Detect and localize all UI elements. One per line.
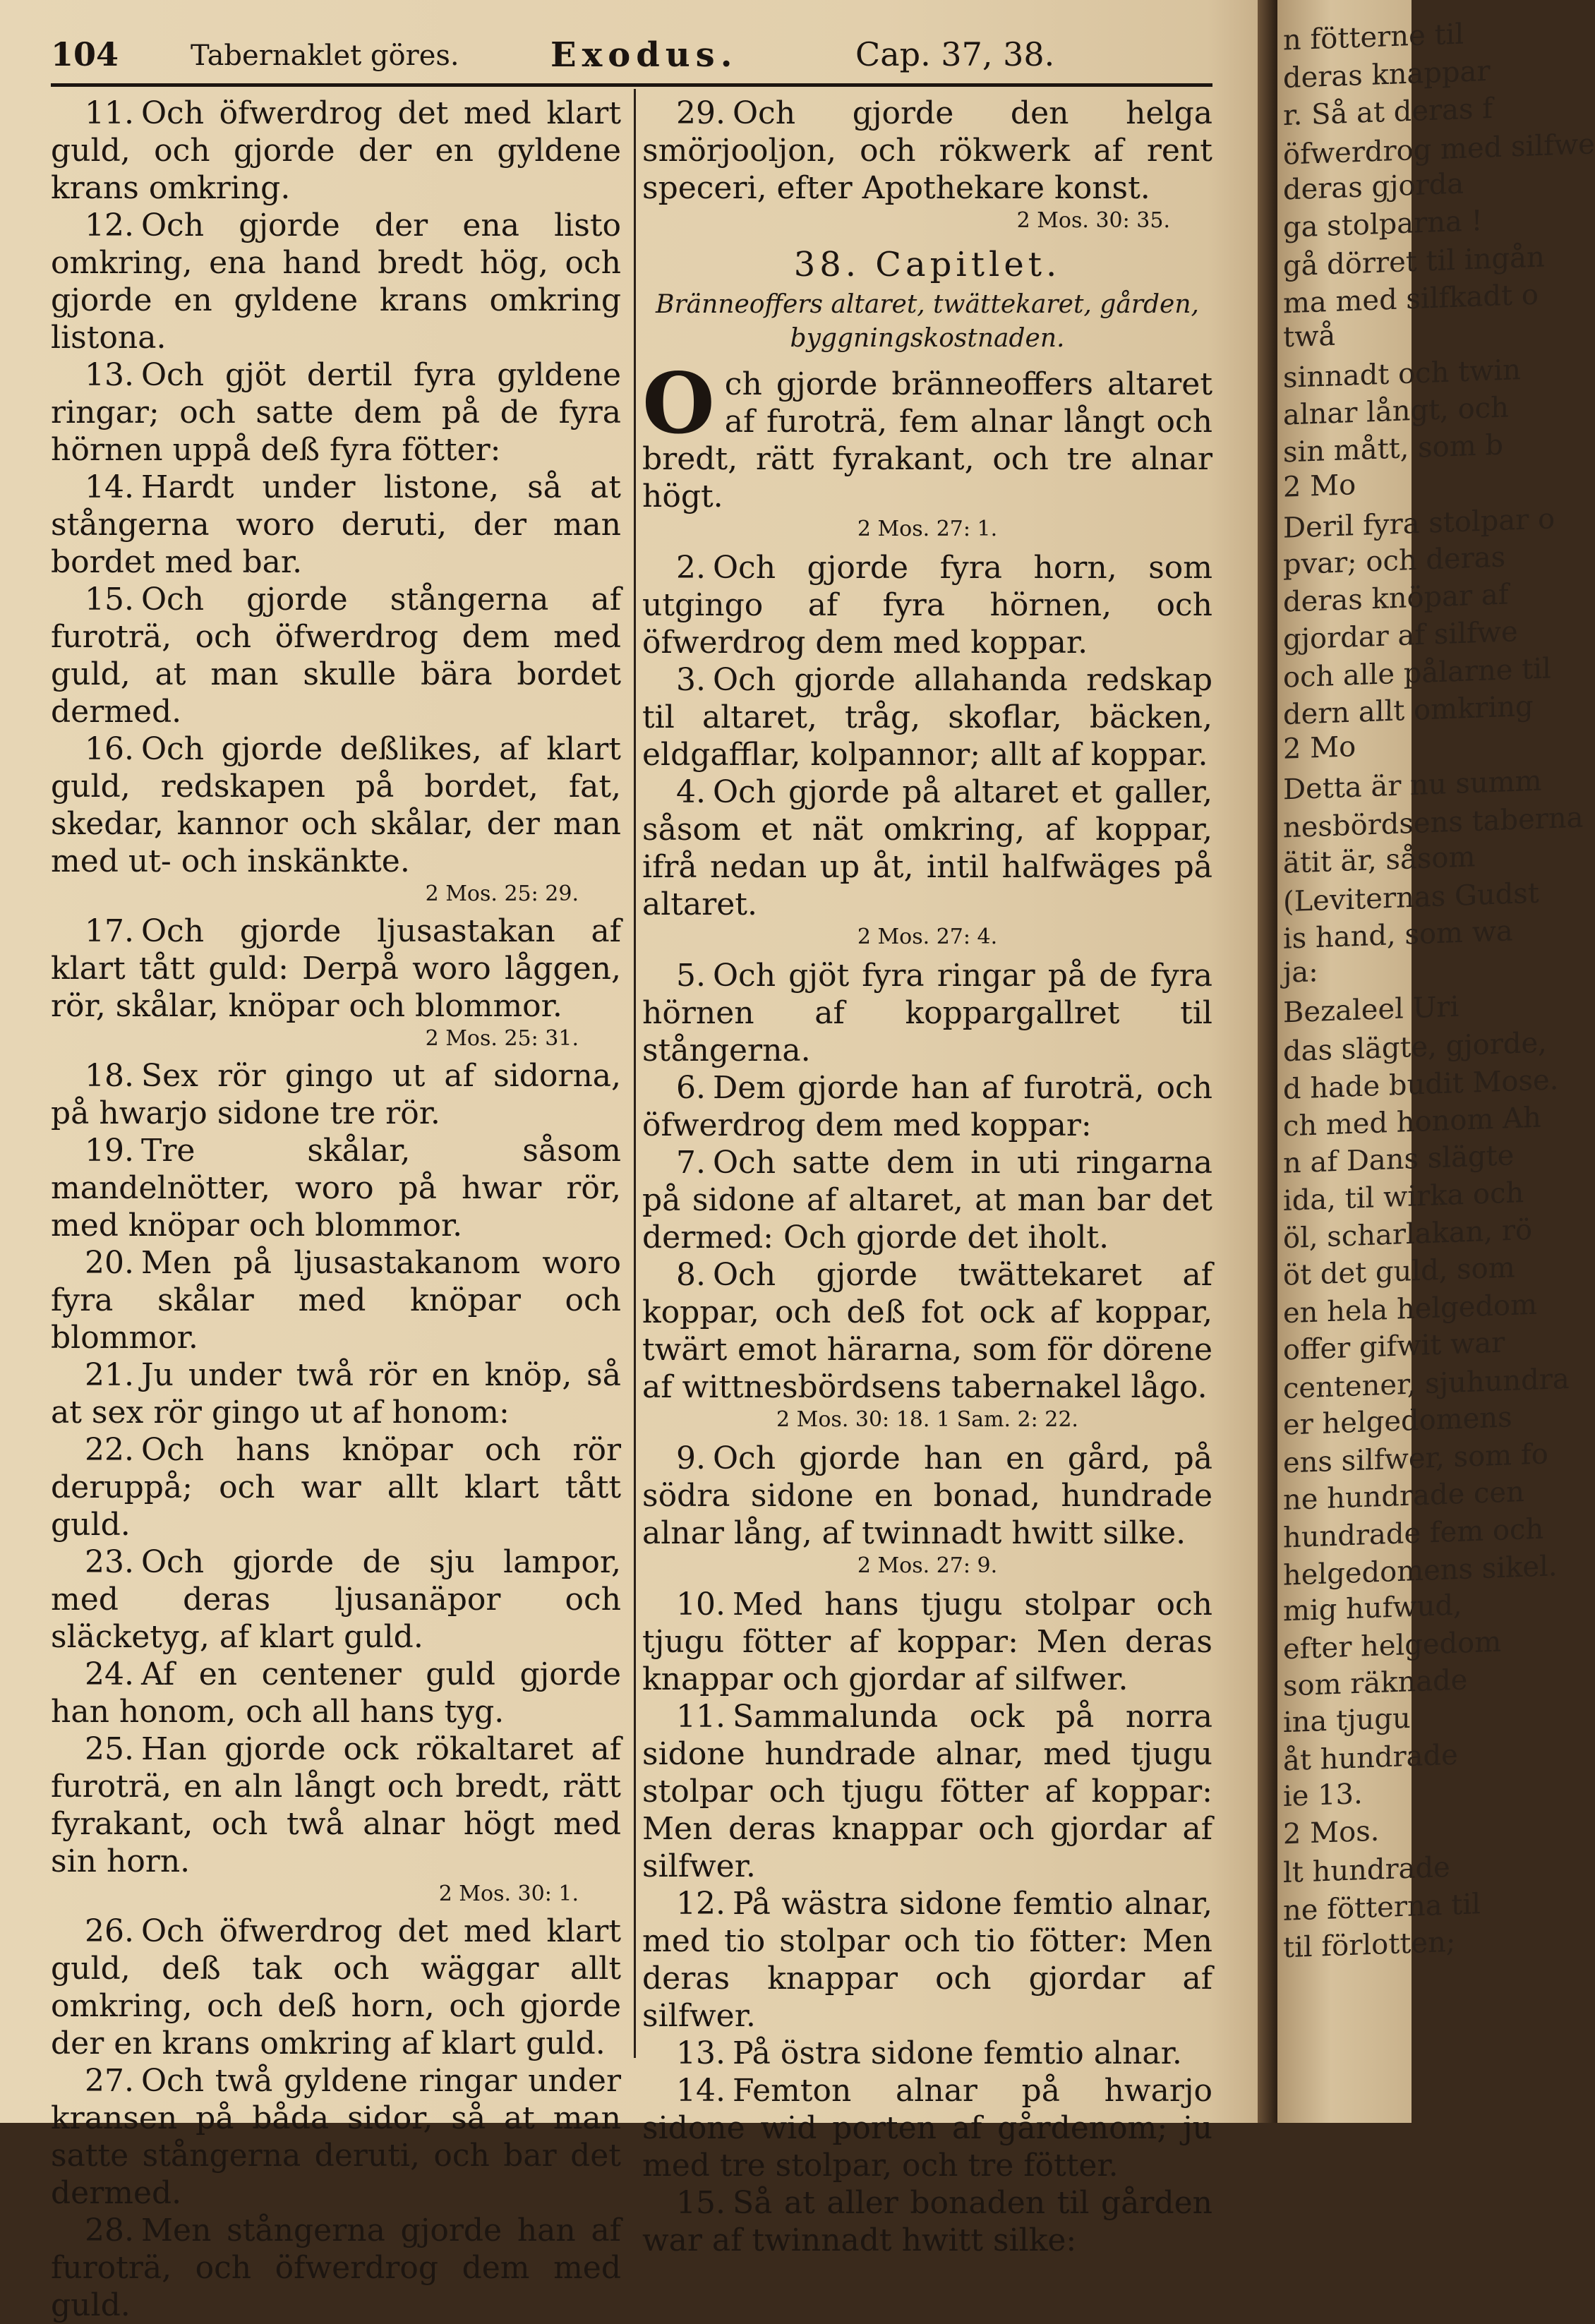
verse-number: 19. <box>85 1133 134 1169</box>
verse-number: 2. <box>676 550 706 586</box>
verse <box>642 2035 1212 2072</box>
facing-page-fragment: gjordar af silfwe <box>1283 615 1518 656</box>
verse-number: 16. <box>85 731 134 767</box>
verse <box>51 1431 621 1543</box>
facing-page-fragment: d hade budit Mose. <box>1283 1064 1559 1106</box>
verse-number: 9. <box>676 1440 706 1476</box>
facing-page-fragment: pvar; och deras <box>1283 541 1506 582</box>
verse-text: Och öfwerdrog det med klart guld, och gjorde der en gyldene krans omkring. <box>51 95 621 206</box>
facing-page-fragment: lt hundrade <box>1283 1850 1450 1890</box>
verse-text: Hardt under listone, så at stångerna woro deruti, der man bordet med bar. <box>51 469 621 580</box>
verse-number: 29. <box>676 95 726 131</box>
facing-page-fragment: alnar långt, och <box>1283 391 1509 432</box>
facing-page-fragment: ma med silfkadt o <box>1283 278 1539 320</box>
left-column <box>51 95 621 2324</box>
facing-page-fragment: centener, sjuhundra <box>1283 1362 1570 1406</box>
facing-page-fragment: twå <box>1283 319 1336 354</box>
verse-text: Och gjorde de sju lampor, med deras ljusanäpor och släcketyg, af klart guld. <box>51 1544 621 1655</box>
verse <box>642 1885 1212 2035</box>
verse <box>51 2212 621 2324</box>
facing-page-fragment: ina tjugu <box>1283 1702 1411 1740</box>
verse-text: Och gjöt fyra ringar på de fyra hörnen af koppargallret til stångerna. <box>642 958 1212 1068</box>
verse-number: 11. <box>676 1699 726 1735</box>
verse <box>642 1586 1212 1698</box>
verse-number: 18. <box>85 1058 134 1094</box>
facing-page-fragment: til förlotten; <box>1283 1925 1456 1965</box>
facing-page-edge <box>1277 0 1595 2123</box>
verse <box>642 1440 1212 1552</box>
verse <box>642 1256 1212 1406</box>
verse <box>51 1057 621 1132</box>
verse <box>642 2072 1212 2184</box>
verse <box>642 1069 1212 1144</box>
facing-page-fragment: deras knöpar af <box>1283 578 1509 619</box>
verse-number: 23. <box>85 1544 134 1580</box>
facing-page-fragment: Deril fyra stolpar o <box>1283 502 1555 545</box>
facing-page-fragment: ne fötterna til <box>1283 1888 1481 1927</box>
verse <box>642 661 1212 773</box>
verse-number: 26. <box>85 1913 134 1949</box>
chapter-heading: 38. Capitlet. <box>793 245 1061 284</box>
verse-text: Och gjorde han en gård, på södra sidone en bonad, hundrade alnar lång, af twinnadt hwitt silke. <box>642 1440 1212 1551</box>
right-column <box>642 95 1212 2259</box>
facing-page-fragment: helgedomens sikel. <box>1283 1550 1558 1592</box>
book-title: Exodus. <box>550 35 738 75</box>
facing-page-fragment: öl, scharlakan, rö <box>1283 1213 1533 1256</box>
verse <box>51 469 621 581</box>
verse <box>51 1356 621 1431</box>
cross-reference: 2 Mos. 25: 29. <box>425 881 579 906</box>
facing-page-fragment: ne hundrade cen <box>1283 1476 1524 1517</box>
verse-number: 27. <box>85 2063 134 2099</box>
verse <box>642 549 1212 661</box>
facing-page-fragment: 2 Mos. <box>1283 1814 1380 1851</box>
verse <box>51 730 621 880</box>
facing-page-fragment: Bezaleel Uri <box>1283 990 1459 1030</box>
facing-page-fragment: n af Dans slägte <box>1283 1139 1515 1180</box>
facing-page-fragment: mig hufwud, <box>1283 1589 1462 1628</box>
verse-text: Men stångerna gjorde han af furoträ, och öfwerdrog dem med guld. <box>51 2212 621 2323</box>
verse-number: 20. <box>85 1245 134 1281</box>
verse-text: Tre skålar, såsom mandelnötter, woro på hwar rör, med knöpar och blommor. <box>51 1133 621 1244</box>
verse-number: 17. <box>85 913 134 949</box>
verse-number: 6. <box>676 1070 706 1106</box>
verse-1 <box>642 354 1212 515</box>
verse-text: Och satte dem in uti ringarna på sidone af altaret, at man bar det dermed: Och gjorde det iholt. <box>642 1145 1212 1256</box>
facing-page-fragment: (Leviternas Gudst <box>1283 877 1539 919</box>
verse-text: Och gjorde deßlikes, af klart guld, redskapen på bordet, fat, skedar, kannor och skålar, der man med ut- och inskänkte. <box>51 731 621 879</box>
facing-page-fragment: 2 Mo <box>1283 730 1356 766</box>
drop-cap: O <box>642 354 715 452</box>
verse-text: Och gjorde den helga smörjooljon, och rökwerk af rent speceri, efter Apothekare konst. <box>642 95 1212 206</box>
facing-page-fragment: öt det guld, som <box>1283 1251 1515 1292</box>
facing-page-fragment: ens silfwer, som fo <box>1283 1438 1548 1480</box>
verse <box>51 581 621 730</box>
facing-page-fragment: is hand, som wa <box>1283 915 1513 956</box>
verse-number: 25. <box>85 1731 134 1767</box>
verse-number: 7. <box>676 1145 706 1181</box>
cross-reference: 2 Mos. 30: 35. <box>1016 208 1170 233</box>
facing-page-fragment: en hela helgedom <box>1283 1288 1538 1330</box>
verse-text: Så at aller bonaden til gården war af twinnadt hwitt silke: <box>642 2185 1212 2258</box>
cross-reference: 2 Mos. 30: 1. <box>438 1882 579 1906</box>
facing-page-fragment: ch med honom Ah <box>1283 1101 1541 1143</box>
verse-text: På östra sidone femtio alnar. <box>732 2035 1182 2071</box>
facing-page-fragment: hundrade fem och <box>1283 1512 1544 1555</box>
verse-number: 28. <box>85 2212 134 2248</box>
facing-page-fragment: dern allt omkring <box>1283 690 1534 732</box>
verse <box>51 2062 621 2212</box>
running-title: Tabernaklet göres. <box>191 40 459 72</box>
facing-page-fragment: deras knappar <box>1283 54 1491 95</box>
verse <box>51 913 621 1025</box>
verse-text: Femton alnar på hwarjo sidone wid porten af gårdenom; ju med tre stolpar, och tre fötter. <box>642 2073 1212 2184</box>
verse-number: 15. <box>676 2185 726 2221</box>
verse <box>642 957 1212 1069</box>
verse-text: Och gjorde fyra horn, som utgingo af fyra hörnen, och öfwerdrog dem med koppar. <box>642 550 1212 661</box>
facing-page-fragment: ätit är, såsom <box>1283 841 1476 880</box>
facing-page-fragment: och alle pålarne til <box>1283 652 1551 694</box>
verse-text: Han gjorde ock rökaltaret af furoträ, en aln långt och bredt, rätt fyrakant, och twå alnar högt med sin horn. <box>51 1731 621 1879</box>
verse-number: 14. <box>85 469 134 505</box>
cross-reference: 2 Mos. 30: 18. 1 Sam. 2: 22. <box>776 1407 1078 1432</box>
verse-number: 12. <box>85 207 134 243</box>
verse <box>642 95 1212 207</box>
facing-page-fragment: gå dörret til ingån <box>1283 241 1545 283</box>
verse-text: ch gjorde bränneoffers altaret af furoträ, fem alnar långt och bredt, rätt fyrakant, och tre alnar högt. <box>642 366 1212 514</box>
verse <box>642 773 1212 923</box>
verse-text: Och gjorde der ena listo omkring, ena hand bredt hög, och gjorde en gyldene krans omkring listona. <box>51 207 621 356</box>
verse-text: Och gjorde allahanda redskap til altaret, tråg, skoflar, bäcken, eldgafflar, kolpannor; allt af koppar. <box>642 662 1212 773</box>
verse-text: Och gjöt dertil fyra gyldene ringar; och satte dem på de fyra hörnen uppå deß fyra fötter: <box>51 357 621 468</box>
facing-page-fragment: ja: <box>1283 956 1318 989</box>
verse-number: 4. <box>676 774 706 810</box>
verse-text: Och gjorde stångerna af furoträ, och öfwerdrog dem med guld, at man skulle bära bordet dermed. <box>51 582 621 730</box>
verse <box>642 1144 1212 1256</box>
page-header <box>0 35 1258 78</box>
verse-text: Af en centener guld gjorde han honom, och all hans tyg. <box>51 1656 621 1730</box>
page-number: 104 <box>51 35 119 73</box>
facing-page-fragment: Detta är nu summ <box>1283 764 1542 807</box>
verse <box>51 1730 621 1880</box>
verse-text: Men på ljusastakanom woro fyra skålar med knöpar och blommor. <box>51 1245 621 1356</box>
verse <box>642 1698 1212 1885</box>
facing-page-fragment: efter helgedom <box>1283 1625 1502 1666</box>
verse-number: 21. <box>85 1357 134 1393</box>
facing-page-fragment: åt hundrade <box>1283 1738 1458 1778</box>
verse-text: Sex rör gingo ut af sidorna, på hwarjo sidone tre rör. <box>51 1058 621 1131</box>
header-rule <box>51 83 1212 87</box>
facing-page-fragment: ie 13. <box>1283 1778 1363 1813</box>
verse <box>51 1543 621 1656</box>
verse <box>51 1244 621 1356</box>
verse-text: Sammalunda ock på norra sidone hundrade alnar, med tjugu stolpar och tjugu fötter af koppar: Men deras knappar och gjordar af silfwer. <box>642 1699 1212 1884</box>
verse-number: 3. <box>676 662 706 698</box>
right-column-verses-before <box>642 95 1212 235</box>
verse-text: Ju under twå rör en knöp, så at sex rör gingo ut af honom: <box>51 1357 621 1431</box>
verse <box>51 95 621 207</box>
verse-text: På wästra sidone femtio alnar, med tio stolpar och tio fötter: Men deras knappar och gjordar af silfwer. <box>642 1886 1212 2034</box>
facing-page-fragment: r. Så at deras f <box>1283 92 1493 133</box>
right-column-verses-after <box>642 549 1212 2259</box>
facing-page-fragment: ida, til wirka och <box>1283 1176 1524 1217</box>
verse-number: 22. <box>85 1432 134 1468</box>
verse-number: 13. <box>676 2035 726 2071</box>
cross-reference: 2 Mos. 25: 31. <box>425 1026 579 1051</box>
facing-page-fragment: das slägte, gjorde, <box>1283 1026 1547 1068</box>
facing-page-fragment: er helgedomens <box>1283 1401 1512 1442</box>
facing-page-fragment: sinnadt och twin <box>1283 354 1521 395</box>
chapter-reference: Cap. 37, 38. <box>855 35 1055 73</box>
verse-text: Och öfwerdrog det med klart guld, deß tak och wäggar allt omkring, och deß horn, och gjorde der en krans omkring af klart guld. <box>51 1913 621 2061</box>
column-divider <box>634 89 636 2058</box>
verse-text: Med hans tjugu stolpar och tjugu fötter af koppar: Men deras knappar och gjordar af silfwer. <box>642 1587 1212 1697</box>
verse-number: 14. <box>676 2073 726 2109</box>
verse-text: Och hans knöpar och rör deruppå; och war allt klart tått guld. <box>51 1432 621 1543</box>
verse <box>51 1913 621 2062</box>
facing-page-fragment: öfwerdrog med silfwe <box>1283 128 1595 171</box>
verse-number: 24. <box>85 1656 134 1692</box>
verse <box>51 1656 621 1730</box>
verse-number: 15. <box>85 582 134 618</box>
facing-page-fragment: ga stolparna ! <box>1283 205 1483 244</box>
verse-number: 11. <box>85 95 134 131</box>
verse <box>51 207 621 356</box>
facing-page-fragment: deras gjorda <box>1283 167 1464 207</box>
verse-text: Och gjorde ljusastakan af klart tått guld: Derpå woro låggen, rör, skålar, knöpar och blommor. <box>51 913 621 1024</box>
cross-reference: 2 Mos. 27: 1. <box>857 517 998 541</box>
verse-text: Och gjorde twättekaret af koppar, och deß fot ock af koppar, twärt emot härarna, som för dörene af wittnesbördsens tabernakel lågo. <box>642 1257 1212 1405</box>
verse-number: 5. <box>676 958 706 994</box>
facing-page-fragment: som räknade <box>1283 1663 1468 1703</box>
verse-text: Och twå gyldene ringar under kransen på båda sidor, så at man satte stångerna deruti, och bar det dermed. <box>51 2063 621 2211</box>
verse-number: 13. <box>85 357 134 393</box>
cross-reference: 2 Mos. 27: 9. <box>857 1553 998 1578</box>
book-gutter <box>1258 0 1277 2123</box>
facing-page-fragment: offer gifwit war <box>1283 1326 1505 1367</box>
verse-number: 10. <box>676 1587 726 1622</box>
verse <box>51 356 621 469</box>
verse-number: 12. <box>676 1886 726 1922</box>
facing-page-fragment: n fötterne til <box>1283 18 1464 57</box>
facing-page-fragment: 2 Mo <box>1283 469 1356 504</box>
facing-page-fragment: sin mått, som b <box>1283 428 1504 469</box>
verse-number: 8. <box>676 1257 706 1293</box>
cross-reference: 2 Mos. 27: 4. <box>857 925 998 949</box>
verse-text: Dem gjorde han af furoträ, och öfwerdrog dem med koppar: <box>642 1070 1212 1143</box>
verse-text: Och gjorde på altaret et galler, såsom et nät omkring, af koppar, ifrå nedan up åt, intil halfwäges på altaret. <box>642 774 1212 922</box>
chapter-summary: Bränneoffers altaret, twättekaret, gården, byggningskostnaden. <box>655 290 1199 353</box>
verse <box>642 2184 1212 2259</box>
facing-page-fragment: nesbördsens taberna <box>1283 801 1584 845</box>
verse <box>51 1132 621 1244</box>
